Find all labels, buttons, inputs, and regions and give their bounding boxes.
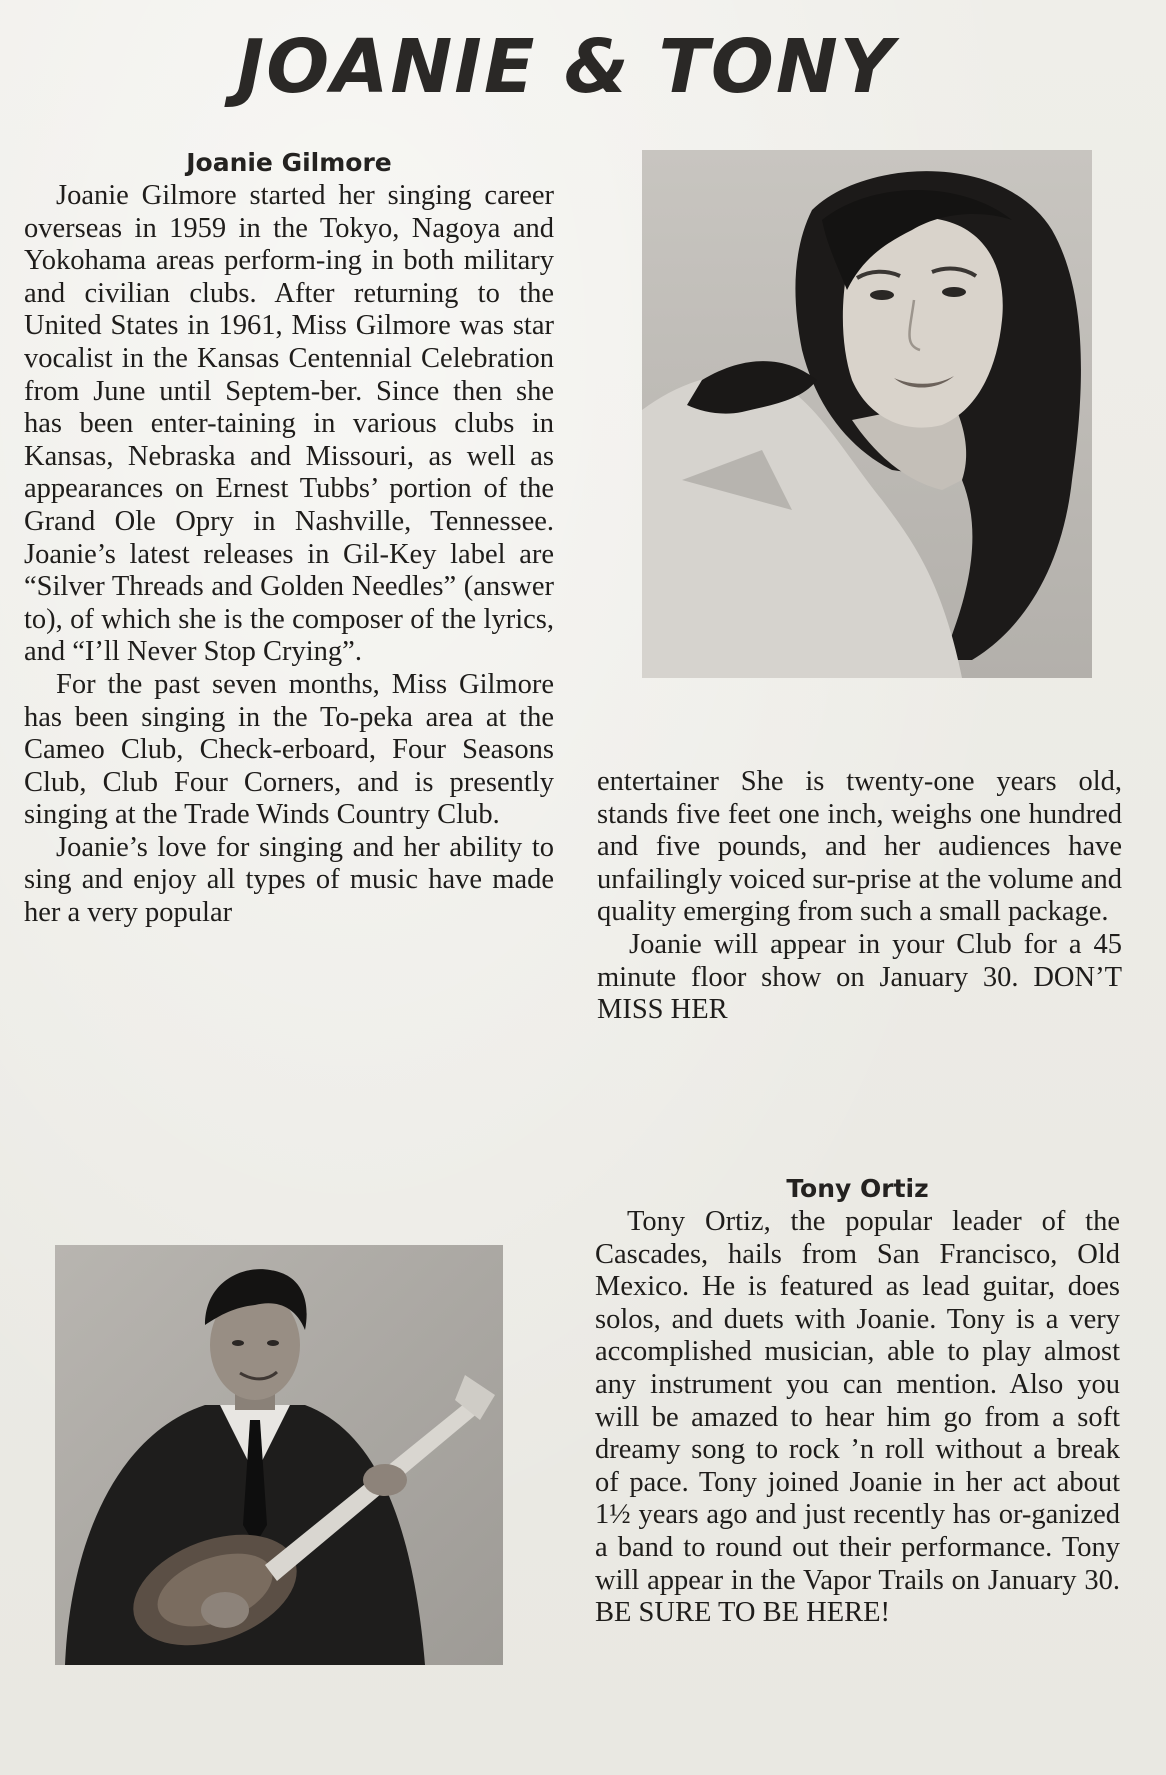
joanie-bio-paragraph: Joanie will appear in your Club for a 45 minute floor show on January 30. DON’T MISS HER: [597, 928, 1122, 1026]
tony-guitar-photo: [55, 1245, 503, 1665]
tony-heading: Tony Ortiz: [786, 1174, 929, 1203]
joanie-bio-column-2: [597, 766, 1122, 1027]
joanie-bio-paragraph: Joanie’s love for singing and her ability to sing and enjoy all types of music have made her a very popular: [24, 831, 554, 929]
tony-bio-paragraph: Tony Ortiz, the popular leader of the Cascades, hails from San Francisco, Old Mexico. He is featured as lead guitar, does solos, and duets with Joanie. Tony is a very accomplished musician, able to play almost any instrument you can mention. Also you will be amazed to hear him go from a soft dreamy song to rock ’n roll without a break of pace. Tony joined Joanie in her act about 1½ years ago and just recently has or-ganized a band to round out their performance. Tony will appear in the Vapor Trails on January 30. BE SURE TO BE HERE!: [595, 1206, 1120, 1629]
joanie-bio-column-1: [24, 180, 554, 930]
page-title: JOANIE & TONY: [236, 24, 896, 110]
joanie-bio-paragraph: Joanie Gilmore started her singing career overseas in 1959 in the Tokyo, Nagoya and Yokohama areas perform-ing in both military and civilian clubs. After returning to the United States in 1961, Miss Gilmore was star vocalist in the Kansas Centennial Celebration from June until Septem-ber. Since then she has been enter-taining in various clubs in Kansas, Nebraska and Missouri, as well as appearances on Ernest Tubbs’ portion of the Grand Ole Opry in Nashville, Tennessee. Joanie’s latest releases in Gil-Key label are “Silver Threads and Golden Needles” (answer to), of which she is the composer of the lyrics, and “I’ll Never Stop Crying”.: [24, 180, 554, 668]
tony-portrait-image: [55, 1245, 503, 1665]
joanie-portrait-image: [642, 150, 1092, 678]
joanie-heading: Joanie Gilmore: [186, 148, 392, 177]
joanie-bio-paragraph: entertainer She is twenty-one years old, stands five feet one inch, weighs one hundred and five pounds, and her audiences have unfailingly voiced sur-prise at the volume and quality emerging from such a small package.: [597, 766, 1122, 928]
joanie-portrait-photo: [642, 150, 1092, 678]
joanie-bio-paragraph: For the past seven months, Miss Gilmore has been singing in the To-peka area at the Cameo Club, Check-erboard, Four Seasons Club, Club Four Corners, and is presently singing at the Trade Winds Country Club.: [24, 668, 554, 831]
tony-bio-column: [595, 1206, 1120, 1630]
